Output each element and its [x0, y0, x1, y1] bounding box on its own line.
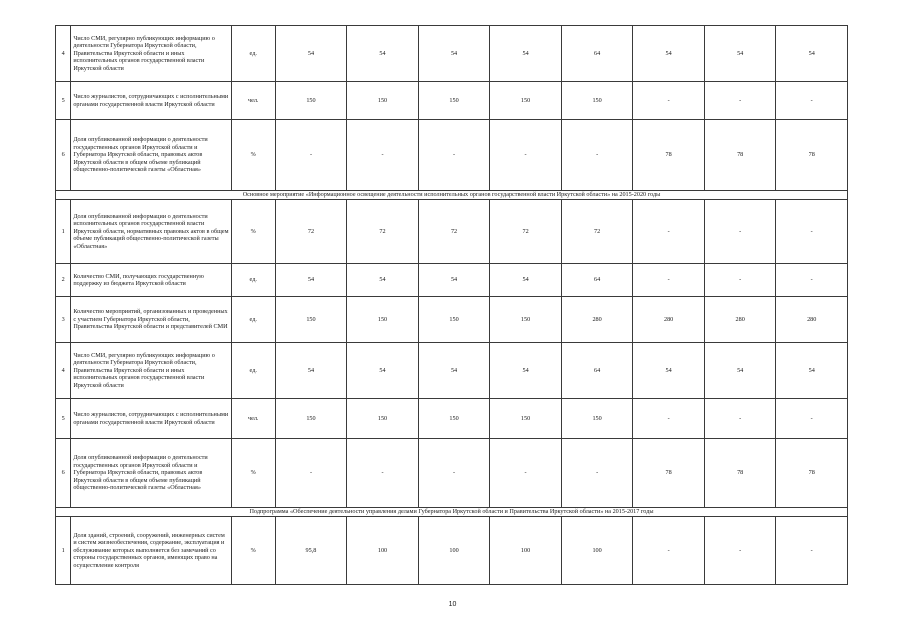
- value-cell: 64: [561, 264, 633, 297]
- value-cell: 54: [347, 264, 419, 297]
- unit-cell: чел.: [231, 82, 275, 120]
- table-row: [56, 26, 848, 82]
- unit-cell: %: [231, 517, 275, 585]
- indicator-name-cell: Число СМИ, регулярно публикующих информацию о деятельности Губернатора Иркутской области, Правительства Иркутской области и иных исполнительных органов государственной власти Иркутской области: [71, 343, 231, 399]
- indicator-name-cell: Доля опубликованной информации о деятельности государственных органов Иркутской области и Губернатора Иркутской области, правовых актов Иркутской области в общем объеме публикаций общественно-политической газеты «Областная»: [71, 120, 231, 191]
- value-cell: 150: [347, 297, 419, 343]
- indicators-table-body: [56, 26, 848, 585]
- value-cell: 150: [490, 82, 562, 120]
- unit-cell: чел.: [231, 399, 275, 439]
- value-cell: 150: [275, 399, 347, 439]
- value-cell: -: [490, 120, 562, 191]
- table-row: [56, 439, 848, 508]
- value-cell: 280: [776, 297, 848, 343]
- value-cell: 280: [633, 297, 705, 343]
- value-cell: 54: [633, 26, 705, 82]
- value-cell: 150: [347, 82, 419, 120]
- value-cell: -: [418, 439, 490, 508]
- value-cell: 54: [418, 343, 490, 399]
- value-cell: 150: [418, 297, 490, 343]
- indicator-name-cell: Доля зданий, строений, сооружений, инженерных систем и систем жизнеобеспечения, содержание, эксплуатация и обслуживание которых выполняется без замечаний со стороны государственных органов, имеющих право на осуществление контроля: [71, 517, 231, 585]
- table-row: [56, 120, 848, 191]
- value-cell: 72: [418, 200, 490, 264]
- value-cell: 78: [633, 439, 705, 508]
- row-number-cell: 6: [56, 439, 71, 508]
- value-cell: 150: [561, 82, 633, 120]
- value-cell: 54: [776, 343, 848, 399]
- value-cell: -: [776, 517, 848, 585]
- indicator-name-cell: Число журналистов, сотрудничающих с исполнительными органами государственной власти Иркутской области: [71, 399, 231, 439]
- table-row: [56, 343, 848, 399]
- unit-cell: %: [231, 200, 275, 264]
- value-cell: -: [704, 82, 776, 120]
- value-cell: -: [561, 439, 633, 508]
- table-row: [56, 399, 848, 439]
- indicator-name-cell: Число журналистов, сотрудничающих с исполнительными органами государственной власти Иркутской области: [71, 82, 231, 120]
- indicator-name-cell: Число СМИ, регулярно публикующих информацию о деятельности Губернатора Иркутской области, Правительства Иркутской области и иных исполнительных органов государственной власти Иркутской области: [71, 26, 231, 82]
- value-cell: 54: [490, 264, 562, 297]
- row-number-cell: 5: [56, 82, 71, 120]
- section-header-row: [56, 508, 848, 517]
- value-cell: -: [418, 120, 490, 191]
- table-row: [56, 264, 848, 297]
- indicator-name-cell: Количество мероприятий, организованных и проведенных с участием Губернатора Иркутской области, Правительства Иркутской области и представителей СМИ: [71, 297, 231, 343]
- row-number-cell: 3: [56, 297, 71, 343]
- value-cell: -: [275, 120, 347, 191]
- value-cell: 54: [633, 343, 705, 399]
- value-cell: 54: [490, 343, 562, 399]
- value-cell: 280: [561, 297, 633, 343]
- value-cell: 150: [490, 297, 562, 343]
- value-cell: 78: [704, 439, 776, 508]
- value-cell: 72: [561, 200, 633, 264]
- row-number-cell: 4: [56, 26, 71, 82]
- indicators-table: [55, 25, 848, 585]
- value-cell: 150: [418, 82, 490, 120]
- unit-cell: ед.: [231, 264, 275, 297]
- value-cell: 54: [275, 264, 347, 297]
- value-cell: 54: [275, 343, 347, 399]
- value-cell: 54: [776, 26, 848, 82]
- table-row: [56, 200, 848, 264]
- unit-cell: %: [231, 120, 275, 191]
- value-cell: 150: [490, 399, 562, 439]
- value-cell: -: [633, 82, 705, 120]
- row-number-cell: 4: [56, 343, 71, 399]
- value-cell: 100: [561, 517, 633, 585]
- value-cell: 72: [347, 200, 419, 264]
- row-number-cell: 5: [56, 399, 71, 439]
- value-cell: -: [776, 399, 848, 439]
- value-cell: 150: [561, 399, 633, 439]
- indicator-table-sheet: [55, 25, 848, 585]
- value-cell: -: [347, 439, 419, 508]
- value-cell: 64: [561, 343, 633, 399]
- unit-cell: ед.: [231, 343, 275, 399]
- indicator-name-cell: Доля опубликованной информации о деятельности исполнительных органов государственной власти Иркутской области, нормативных правовых актов в общем объеме публикаций общественно-политической газеты «Областная»: [71, 200, 231, 264]
- section-title: Основное мероприятие «Информационное освещение деятельности исполнительных органов государственной власти Иркутской области» на 2015-2020 годы: [56, 191, 848, 200]
- table-row: [56, 297, 848, 343]
- value-cell: 150: [347, 399, 419, 439]
- value-cell: 64: [561, 26, 633, 82]
- row-number-cell: 2: [56, 264, 71, 297]
- value-cell: 95,8: [275, 517, 347, 585]
- value-cell: 72: [490, 200, 562, 264]
- value-cell: 54: [347, 26, 419, 82]
- indicator-name-cell: Количество СМИ, получающих государственную поддержку из бюджета Иркутской области: [71, 264, 231, 297]
- value-cell: 78: [704, 120, 776, 191]
- value-cell: 54: [418, 264, 490, 297]
- value-cell: -: [347, 120, 419, 191]
- value-cell: -: [633, 264, 705, 297]
- section-title: Подпрограмма «Обеспечение деятельности управления делами Губернатора Иркутской области и Правительства Иркутской области» на 2015-2017 годы: [56, 508, 848, 517]
- value-cell: 72: [275, 200, 347, 264]
- section-header-row: [56, 191, 848, 200]
- value-cell: -: [633, 399, 705, 439]
- table-row: [56, 517, 848, 585]
- value-cell: 100: [418, 517, 490, 585]
- value-cell: -: [776, 264, 848, 297]
- value-cell: -: [776, 200, 848, 264]
- value-cell: -: [704, 399, 776, 439]
- value-cell: 54: [490, 26, 562, 82]
- unit-cell: ед.: [231, 297, 275, 343]
- value-cell: -: [704, 264, 776, 297]
- value-cell: -: [633, 517, 705, 585]
- row-number-cell: 6: [56, 120, 71, 191]
- value-cell: 54: [275, 26, 347, 82]
- value-cell: -: [776, 82, 848, 120]
- indicator-name-cell: Доля опубликованной информации о деятельности государственных органов Иркутской области и Губернатора Иркутской области, правовых актов Иркутской области в общем объеме публикаций общественно-политической газеты «Областная»: [71, 439, 231, 508]
- row-number-cell: 1: [56, 200, 71, 264]
- unit-cell: ед.: [231, 26, 275, 82]
- value-cell: -: [704, 517, 776, 585]
- value-cell: 100: [347, 517, 419, 585]
- value-cell: 54: [347, 343, 419, 399]
- table-row: [56, 82, 848, 120]
- value-cell: 280: [704, 297, 776, 343]
- value-cell: 78: [776, 439, 848, 508]
- unit-cell: %: [231, 439, 275, 508]
- value-cell: -: [704, 200, 776, 264]
- value-cell: 150: [418, 399, 490, 439]
- value-cell: 150: [275, 82, 347, 120]
- value-cell: -: [275, 439, 347, 508]
- value-cell: -: [490, 439, 562, 508]
- row-number-cell: 1: [56, 517, 71, 585]
- value-cell: -: [561, 120, 633, 191]
- value-cell: 54: [418, 26, 490, 82]
- value-cell: 54: [704, 26, 776, 82]
- value-cell: 78: [633, 120, 705, 191]
- page-number: 10: [448, 601, 457, 608]
- value-cell: -: [633, 200, 705, 264]
- value-cell: 150: [275, 297, 347, 343]
- value-cell: 100: [490, 517, 562, 585]
- value-cell: 78: [776, 120, 848, 191]
- value-cell: 54: [704, 343, 776, 399]
